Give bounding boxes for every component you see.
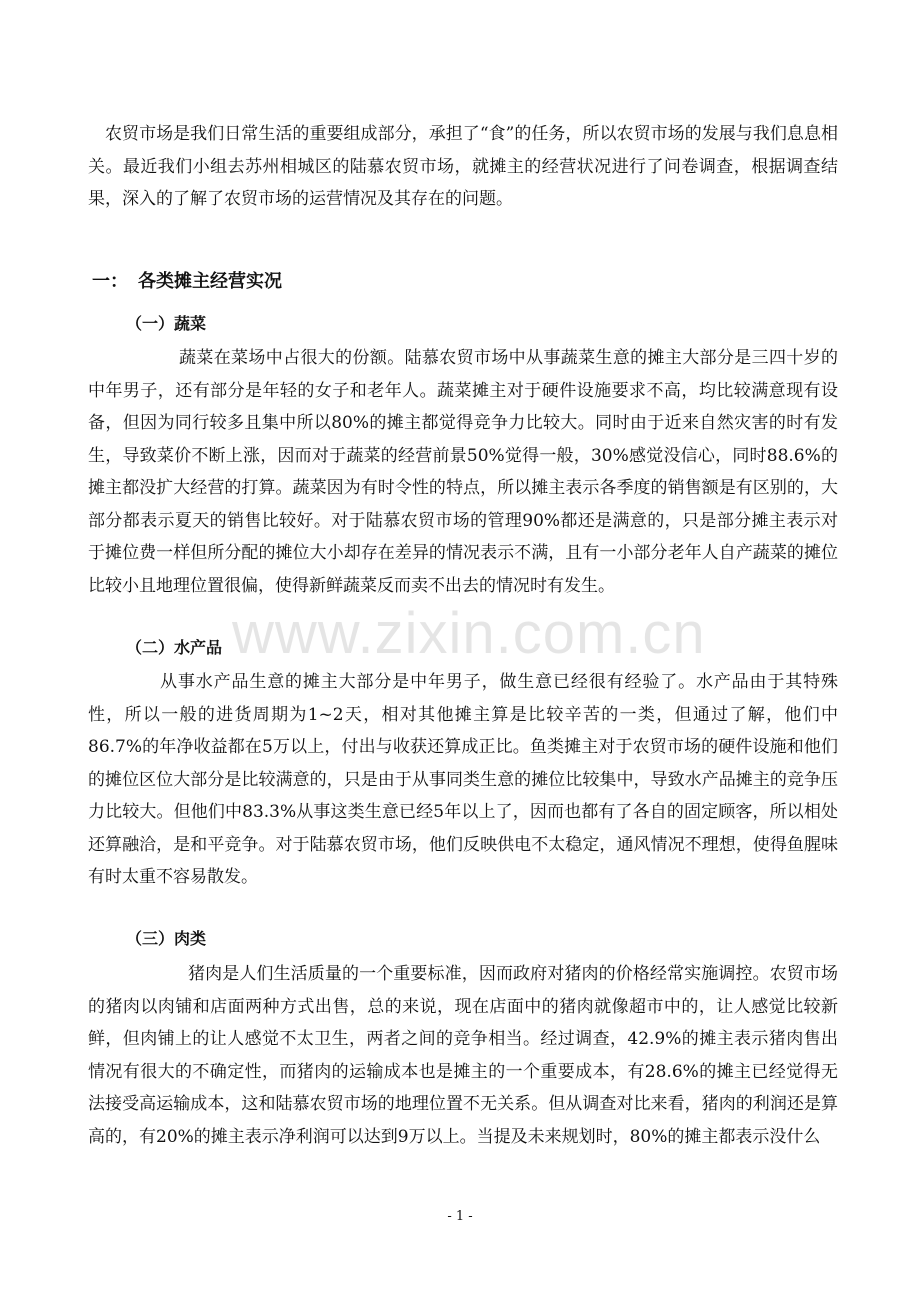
aquatic-paragraph: 从事水产品生意的摊主大部分是中年男子，做生意已经很有经验了。水产品由于其特殊性，所以一般的进货周期为1~2天，相对其他摊主算是比较辛苦的一类，但通过了解，他们中86.7%的年净收益都在5万以上，付出与收获还算成正比。鱼类摊主对于农贸市场的硬件设施和他们的摊位区位大部分是比较满意的，只是由于从事同类生意的摊位比较集中，导致水产品摊主的竞争压力比较大。但他们中83.3%从事这类生意已经5年以上了，因而也都有了各自的固定顾客，所以相处还算融洽，是和平竞争。对于陆慕农贸市场，他们反映供电不太稳定，通风情况不理想，使得鱼腥味有时太重不容易散发。 [88, 672, 838, 887]
vegetables-paragraph: 蔬菜在菜场中占很大的份额。陆慕农贸市场中从事蔬菜生意的摊主大部分是三四十岁的中年男子，还有部分是年轻的女子和老年人。蔬菜摊主对于硬件设施要求不高，均比较满意现有设备，但因为同行较多且集中所以80%的摊主都觉得竞争力比较大。同时由于近来自然灾害的时有发生，导致菜价不断上涨，因而对于蔬菜的经营前景50%觉得一般，30%感觉没信心，同时88.6%的摊主都没扩大经营的打算。蔬菜因为有时令性的特点，所以摊主表示各季度的销售额是有区别的，大部分都表示夏天的销售比较好。对于陆慕农贸市场的管理90%都还是满意的，只是部分摊主表示对于摊位费一样但所分配的摊位大小却存在差异的情况表示不满，且有一小部分老年人自产蔬菜的摊位比较小且地理位置很偏，使得新鲜蔬菜反而卖不出去的情况时有发生。 [88, 348, 838, 596]
vegetables-heading: （一）蔬菜 [126, 314, 207, 333]
page-number: - 1 - [447, 1209, 473, 1224]
watermark: www.zixin.com.cn [232, 601, 706, 666]
section-number: 一： [92, 271, 128, 292]
meat-paragraph: 猪肉是人们生活质量的一个重要标准，因而政府对猪肉的价格经常实施调控。农贸市场的猪肉以肉铺和店面两种方式出售，总的来说，现在店面中的猪肉就像超市中的，让人感觉比较新鲜，但肉铺上的让人感觉不太卫生，两者之间的竞争相当。经过调查，42.9%的摊主表示猪肉售出情况有很大的不确定性，而猪肉的运输成本也是摊主的一个重要成本，有28.6%的摊主已经觉得无法接受高运输成本，这和陆慕农贸市场的地理位置不无关系。但从调查对比来看，猪肉的利润还是算高的，有20%的摊主表示净利润可以达到9万以上。当提及未来规划时，80%的摊主都表示没什么 [88, 964, 838, 1147]
section-heading [92, 267, 282, 297]
section-title: 各类摊主经营实况 [138, 271, 282, 292]
meat-heading: （三）肉类 [126, 929, 207, 948]
intro-paragraph: 农贸市场是我们日常生活的重要组成部分，承担了“食”的任务，所以农贸市场的发展与我们息息相关。最近我们小组去苏州相城区的陆慕农贸市场，就摊主的经营状况进行了问卷调查，根据调查结果，深入的了解了农贸市场的运营情况及其存在的问题。 [88, 124, 838, 209]
aquatic-heading: （二）水产品 [126, 638, 223, 657]
